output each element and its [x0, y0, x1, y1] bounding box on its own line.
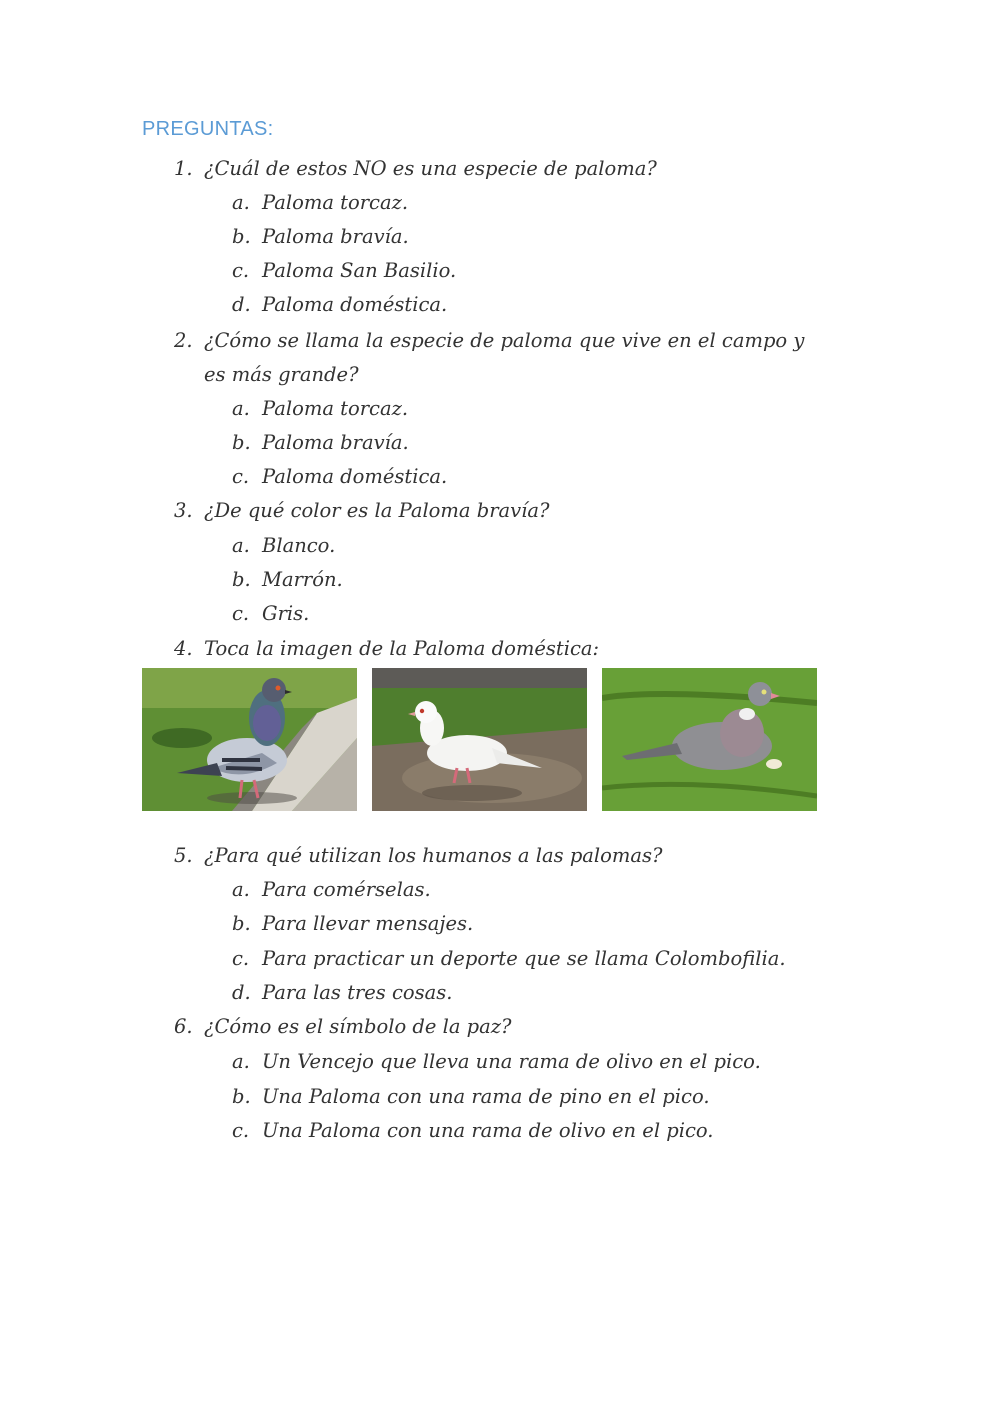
option-text: Una Paloma con una rama de pino en el pico. — [262, 1085, 710, 1108]
question-number: 2. — [174, 329, 193, 352]
option-text: Blanco. — [262, 534, 336, 557]
option-text: Paloma San Basilio. — [262, 259, 457, 282]
option-text: Marrón. — [262, 568, 343, 591]
option-letter: b. — [232, 568, 251, 591]
option-letter: b. — [232, 225, 251, 248]
option-letter: d. — [232, 981, 251, 1004]
option-text: Una Paloma con una rama de olivo en el pico. — [262, 1119, 714, 1142]
question-number: 6. — [174, 1015, 193, 1038]
question-number: 1. — [174, 157, 193, 180]
option-text: Paloma torcaz. — [262, 397, 409, 420]
wood-pigeon-photo[interactable] — [602, 668, 817, 811]
option-letter: a. — [232, 534, 250, 557]
option-letter: a. — [232, 878, 250, 901]
option-text: Para llevar mensajes. — [262, 912, 474, 935]
question-text-line1: ¿Cómo se llama la especie de paloma que vive en el campo y — [204, 329, 805, 352]
question-text-line2: es más grande? — [204, 363, 359, 386]
option-text: Paloma bravía. — [262, 431, 409, 454]
option-text: Para las tres cosas. — [262, 981, 453, 1004]
question-number: 5. — [174, 844, 193, 867]
option-text: Un Vencejo que lleva una rama de olivo en el pico. — [262, 1050, 761, 1073]
option-letter: d. — [232, 293, 251, 316]
rock-pigeon-photo[interactable] — [142, 668, 357, 811]
option-letter: b. — [232, 431, 251, 454]
question-text: ¿Cuál de estos NO es una especie de paloma? — [204, 157, 657, 180]
option-text: Paloma doméstica. — [262, 293, 448, 316]
option-letter: a. — [232, 1050, 250, 1073]
question-text: ¿Cómo es el símbolo de la paz? — [204, 1015, 512, 1038]
question-text: ¿De qué color es la Paloma bravía? — [204, 499, 550, 522]
option-letter: c. — [232, 1119, 250, 1142]
option-text: Para comérselas. — [262, 878, 431, 901]
question-number: 3. — [174, 499, 193, 522]
option-letter: a. — [232, 397, 250, 420]
option-text: Paloma torcaz. — [262, 191, 409, 214]
question-number: 4. — [174, 637, 193, 660]
white-dove-photo[interactable] — [372, 668, 587, 811]
option-letter: b. — [232, 912, 251, 935]
option-text: Para practicar un deporte que se llama Colombofilia. — [262, 947, 786, 970]
option-letter: b. — [232, 1085, 251, 1108]
page-heading: PREGUNTAS: — [142, 118, 274, 140]
option-letter: a. — [232, 191, 250, 214]
question-text: Toca la imagen de la Paloma doméstica: — [204, 637, 600, 660]
option-text: Paloma doméstica. — [262, 465, 448, 488]
option-letter: c. — [232, 259, 250, 282]
option-letter: c. — [232, 465, 250, 488]
option-letter: c. — [232, 947, 250, 970]
option-text: Paloma bravía. — [262, 225, 409, 248]
option-text: Gris. — [262, 602, 310, 625]
question-text: ¿Para qué utilizan los humanos a las palomas? — [204, 844, 663, 867]
option-letter: c. — [232, 602, 250, 625]
